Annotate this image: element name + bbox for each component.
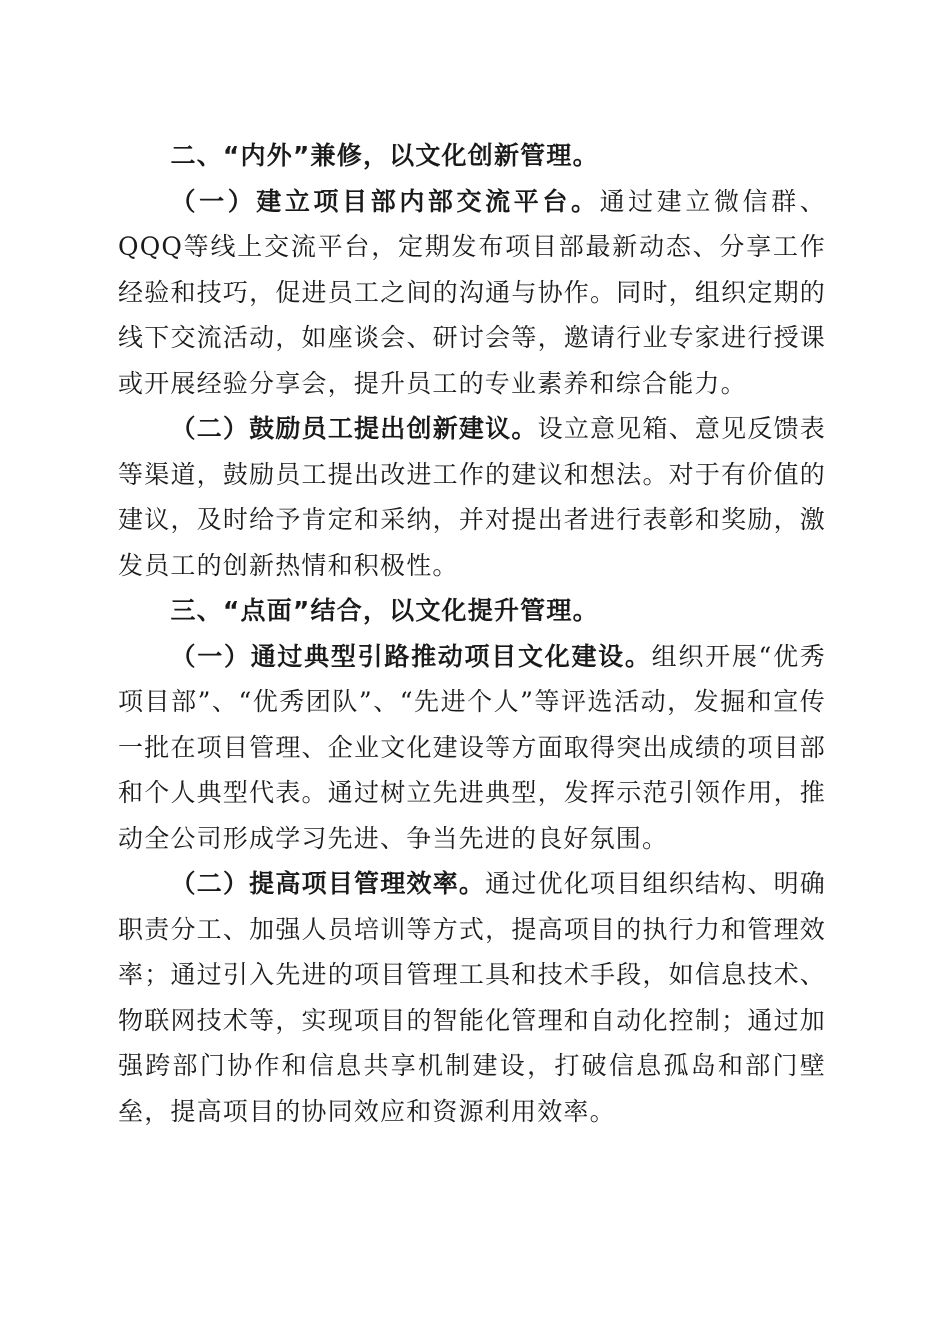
section-2-item-1-body: 通过建立微信群、QQQ等线上交流平台，定期发布项目部最新动态、分享工作经验和技巧，促进员工之间的沟通与协作。同时，组织定期的线下交流活动，如座谈会、研讨会等，邀请行业专家进行授课或开展经验分享会，提升员工的专业素养和综合能力。	[118, 186, 826, 398]
section-2-item-2-body: 设立意见箱、意见反馈表等渠道，鼓励员工提出改进工作的建议和想法。对于有价值的建议，及时给予肯定和采纳，并对提出者进行表彰和奖励，激发员工的创新热情和积极性。	[118, 414, 826, 580]
section-2-item-1-lead: （一）建立项目部内部交流平台。	[170, 186, 600, 216]
section-2-heading: 二、“内外”兼修，以文化创新管理。	[170, 141, 599, 170]
section-3-item-1	[118, 634, 826, 862]
section-2-item-2-lead: （二）鼓励员工提出创新建议。	[170, 414, 538, 443]
section-3-item-1-body: 组织开展“优秀项目部”、“优秀团队”、“先进个人”等评选活动，发掘和宣传一批在项目管理、企业文化建设等方面取得突出成绩的项目部和个人典型代表。通过树立先进典型，发挥示范引领作用，推动全公司形成学习先进、争当先进的良好氛围。	[118, 641, 826, 853]
section-3-item-2-body: 通过优化项目组织结构、明确职责分工、加强人员培训等方式，提高项目的执行力和管理效率；通过引入先进的项目管理工具和技术手段，如信息技术、物联网技术等，实现项目的智能化管理和自动化控制；通过加强跨部门协作和信息共享机制建设，打破信息孤岛和部门壁垒，提高项目的协同效应和资源利用效率。	[118, 869, 826, 1126]
document-body	[118, 133, 826, 1134]
section-3-item-1-lead: （一）通过典型引路推动项目文化建设。	[170, 641, 652, 671]
section-2-item-1	[118, 179, 826, 407]
section-3-item-2	[118, 861, 826, 1134]
section-3-item-2-lead: （二）提高项目管理效率。	[170, 869, 486, 898]
section-3-heading: 三、“点面”结合，以文化提升管理。	[170, 596, 599, 625]
section-2-item-2	[118, 406, 826, 588]
